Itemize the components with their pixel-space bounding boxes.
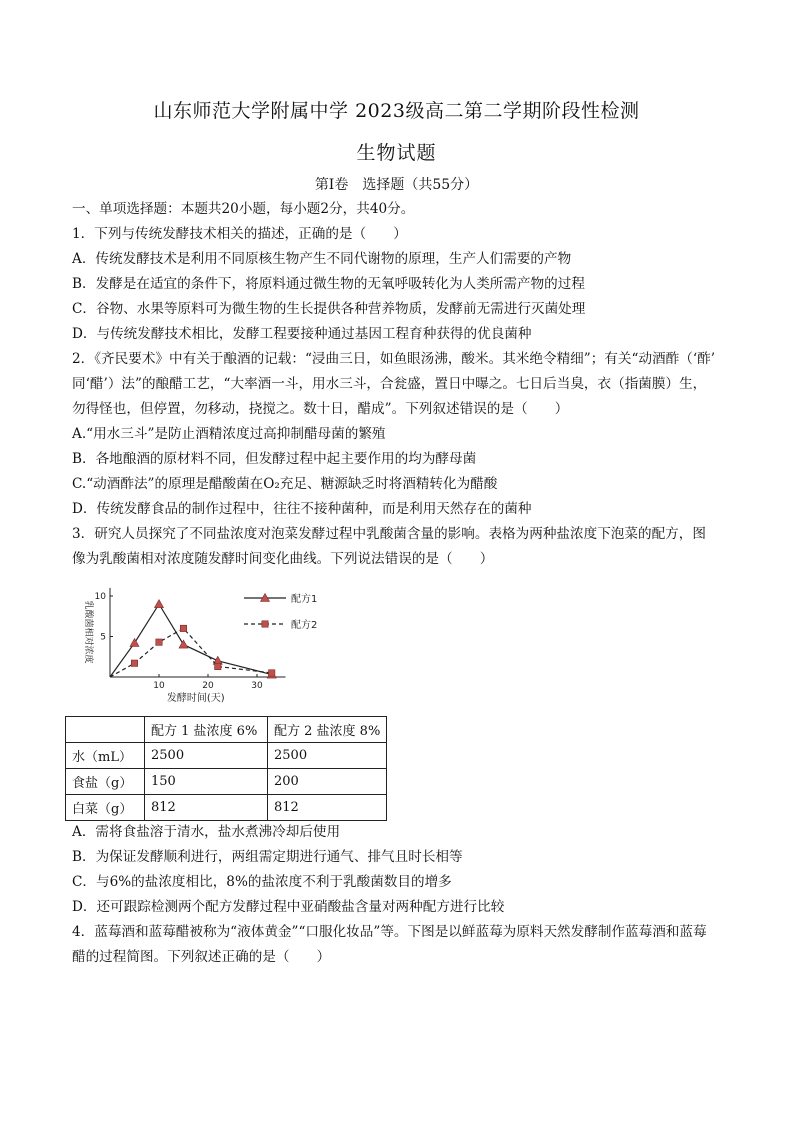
y-axis-label: 乳酸菌相对浓度 — [83, 600, 93, 664]
table-cell: 白菜（g） — [66, 795, 145, 821]
table-cell: 2500 — [268, 743, 387, 769]
table-cell: 150 — [145, 769, 268, 795]
table-cell: 2500 — [145, 743, 268, 769]
section-heading: 第I卷 选择题（共55分） — [314, 177, 479, 193]
table-row — [66, 743, 387, 769]
table-cell: 200 — [268, 769, 387, 795]
table-header-cell: 配方 2 盐浓度 8% — [268, 717, 387, 743]
table-cell: 812 — [145, 795, 268, 821]
q2-option-a: A.“用水三斗”是防止酒精浓度过高抑制醋母菌的繁殖 — [72, 426, 386, 442]
data-point-triangle — [179, 640, 188, 648]
table-cell: 812 — [268, 795, 387, 821]
exam-subtitle: 生物试题 — [356, 142, 437, 164]
data-point-square — [156, 639, 162, 645]
data-point-square — [131, 660, 137, 666]
table-row — [66, 769, 387, 795]
q1-option-d: D．与传统发酵技术相比，发酵工程要接种通过基因工程育种获得的优良菌种 — [72, 326, 532, 342]
chart-plot-area — [83, 588, 317, 704]
exam-title: 山东师范大学附属中学 2023级高二第二学期阶段性检测 — [153, 100, 640, 122]
q3-option-a: A．需将食盐溶于清水，盐水煮沸冷却后使用 — [72, 824, 341, 840]
series-line-2 — [110, 628, 272, 677]
q2-option-b: B．各地酿酒的原材料不同，但发酵过程中起主要作用的均为酵母菌 — [72, 451, 477, 467]
data-point-triangle — [130, 638, 139, 646]
q3-option-b: B．为保证发酵顺利进行，两组需定期进行通气、排气且时长相等 — [72, 849, 463, 865]
part-heading: 一、单项选择题：本题共20小题，每小题2分，共40分。 — [72, 201, 415, 217]
legend-label-2: 配方2 — [291, 620, 318, 631]
y-tick-label: 10 — [94, 592, 106, 602]
q1-option-b: B．发酵是在适宜的条件下，将原料通过微生物的无氧呼吸转化为人类所需产物的过程 — [72, 276, 585, 292]
q3-stem-line2: 像为乳酸菌相对浓度随发酵时间变化曲线。下列说法错误的是（ ） — [72, 551, 494, 567]
q2-option-c: C.“动酒酢法”的原理是醋酸菌在O₂充足、糖源缺乏时将酒精转化为醋酸 — [72, 476, 498, 492]
q3-option-d: D．还可跟踪检测两个配方发酵过程中亚硝酸盐含量对两种配方进行比较 — [72, 899, 505, 915]
table-header-cell: 配方 1 盐浓度 6% — [145, 717, 268, 743]
table-header-row — [66, 717, 387, 743]
q1-option-a: A．传统发酵技术是利用不同原核生物产生不同代谢物的原理，生产人们需要的产物 — [72, 251, 572, 267]
q4-stem-line1: 4．蓝莓酒和蓝莓醋被称为“液体黄金”“口服化妆品”等。下图是以鲜蓝莓为原料天然发酵制作蓝莓酒和蓝莓 — [72, 924, 707, 940]
q2-stem-line3: 勿得怪也，但停置，勿移动，挠搅之。数十日，醋成”。下列叙述错误的是（ ） — [72, 401, 569, 417]
x-tick-label: 30 — [251, 681, 263, 691]
data-point-square — [215, 663, 221, 669]
x-tick-label: 10 — [153, 681, 165, 691]
legend-label-1: 配方1 — [291, 594, 318, 605]
recipe-table — [65, 716, 387, 821]
y-tick-label: 5 — [100, 632, 106, 643]
table-row — [66, 795, 387, 821]
data-point-square — [180, 625, 186, 631]
q2-stem-line2: 同‘醋’）法”的酿醋工艺，“大率酒一斗，用水三斗，合瓮盛，置日中曝之。七日后当臭，衣（指菌膜）生， — [72, 376, 707, 392]
data-point-square — [269, 670, 275, 676]
q4-stem-line2: 醋的过程简图。下列叙述正确的是（ ） — [72, 949, 331, 965]
x-tick-label: 20 — [202, 681, 214, 691]
q2-stem-line1: 2．《齐民要术》中有关于酿酒的记载：“浸曲三日，如鱼眼汤沸，酸米。其米绝令精细”；有关“动酒酢（‘酢’ — [72, 351, 716, 367]
table-cell: 食盐（g） — [66, 769, 145, 795]
x-axis-label: 发酵时间(天) — [166, 693, 225, 704]
q3-option-c: C．与6%的盐浓度相比，8%的盐浓度不利于乳酸菌数目的增多 — [72, 874, 452, 890]
table-cell: 水（mL） — [66, 743, 145, 769]
lactic-acid-chart — [76, 582, 326, 707]
q3-stem-line1: 3．研究人员探究了不同盐浓度对泡菜发酵过程中乳酸菌含量的影响。表格为两种盐浓度下泡菜的配方，图 — [72, 526, 706, 542]
data-point-triangle — [155, 600, 164, 608]
q1-stem: 1．下列与传统发酵技术相关的描述，正确的是（ ） — [72, 226, 407, 242]
q1-option-c: C．谷物、水果等原料可为微生物的生长提供各种营养物质，发酵前无需进行灭菌处理 — [72, 301, 586, 317]
q2-option-d: D．传统发酵食品的制作过程中，往往不接种菌种，而是利用天然存在的菌种 — [72, 501, 532, 517]
table-header-cell — [66, 717, 145, 743]
legend-marker-square — [262, 621, 268, 627]
